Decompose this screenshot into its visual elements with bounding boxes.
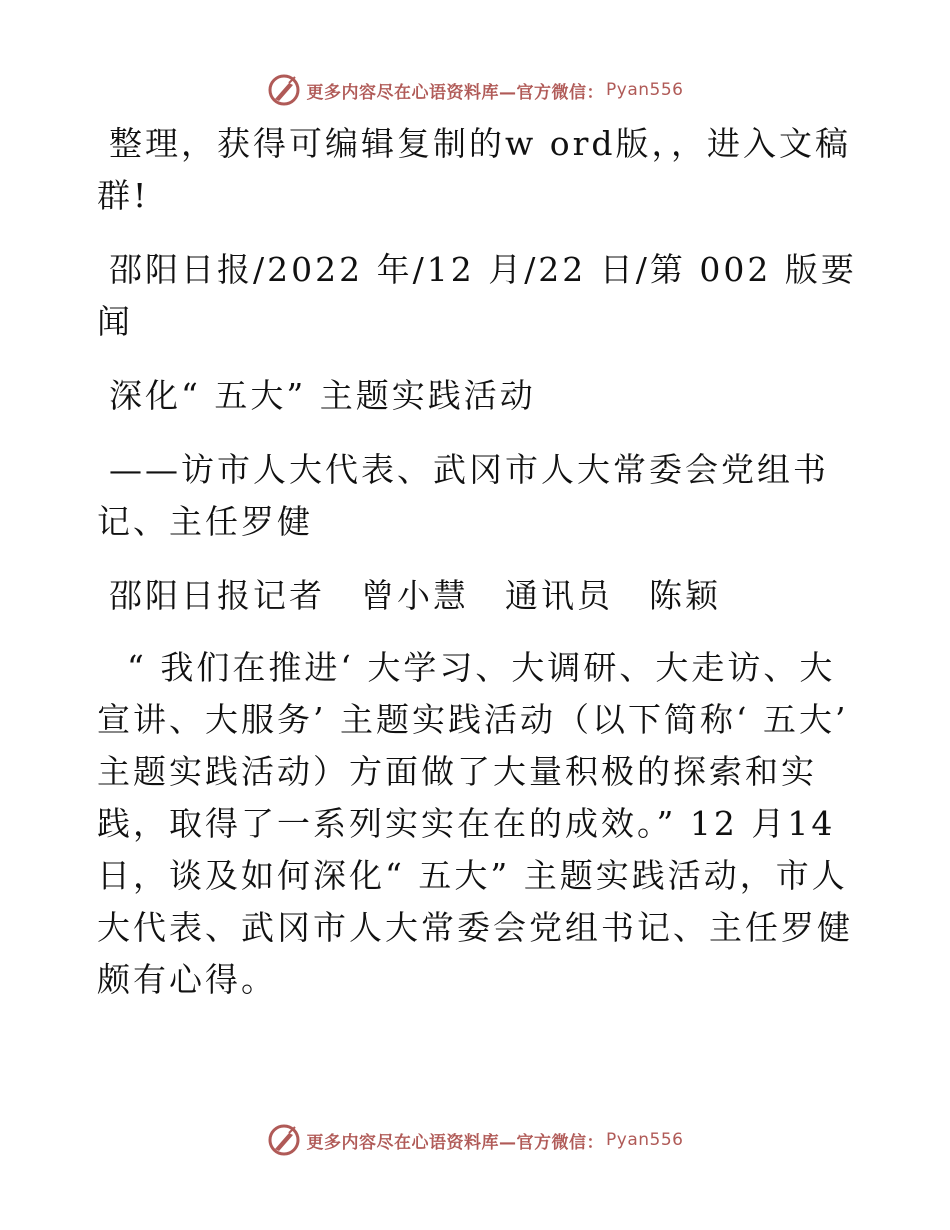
watermark-wechat-id: Pyan556	[606, 1130, 684, 1150]
watermark-text: 更多内容尽在心语资料库—官方微信：	[306, 82, 605, 103]
pen-logo-icon	[267, 73, 301, 107]
article-byline: 邵阳日报记者 曾小慧 通讯员 陈颖	[109, 576, 721, 615]
article-body-paragraph: “ 我们在推进‘ 大学习、大调研、大走访、大宣讲、大服务’ 主题实践活动（以下简称‘ 五大’ 主题实践活动）方面做了大量积极的探索和实践，取得了一系列实实在在的成效。” 12 月14 日，谈及如何深化“ 五大” 主题实践活动，市人大代表、武冈市人大常委会党组书记、主任罗健颇有心得。	[97, 648, 853, 999]
article-headline: 深化“ 五大” 主题实践活动	[109, 376, 536, 415]
intro-paragraph: 整理，获得可编辑复制的w ord版，，进入文稿群!	[97, 124, 852, 215]
document-body	[97, 118, 857, 1006]
watermark-wechat-id: Pyan556	[606, 80, 684, 100]
pen-logo-icon	[267, 1123, 301, 1157]
header-watermark	[0, 70, 950, 110]
article-subheadline: ——访市人大代表、武冈市人大常委会党组书记、主任罗健	[97, 450, 829, 541]
footer-watermark	[0, 1120, 950, 1160]
watermark-text: 更多内容尽在心语资料库—官方微信：	[306, 1132, 605, 1153]
source-line: 邵阳日报/2022 年/12 月/22 日/第 002 版要闻	[97, 250, 857, 341]
